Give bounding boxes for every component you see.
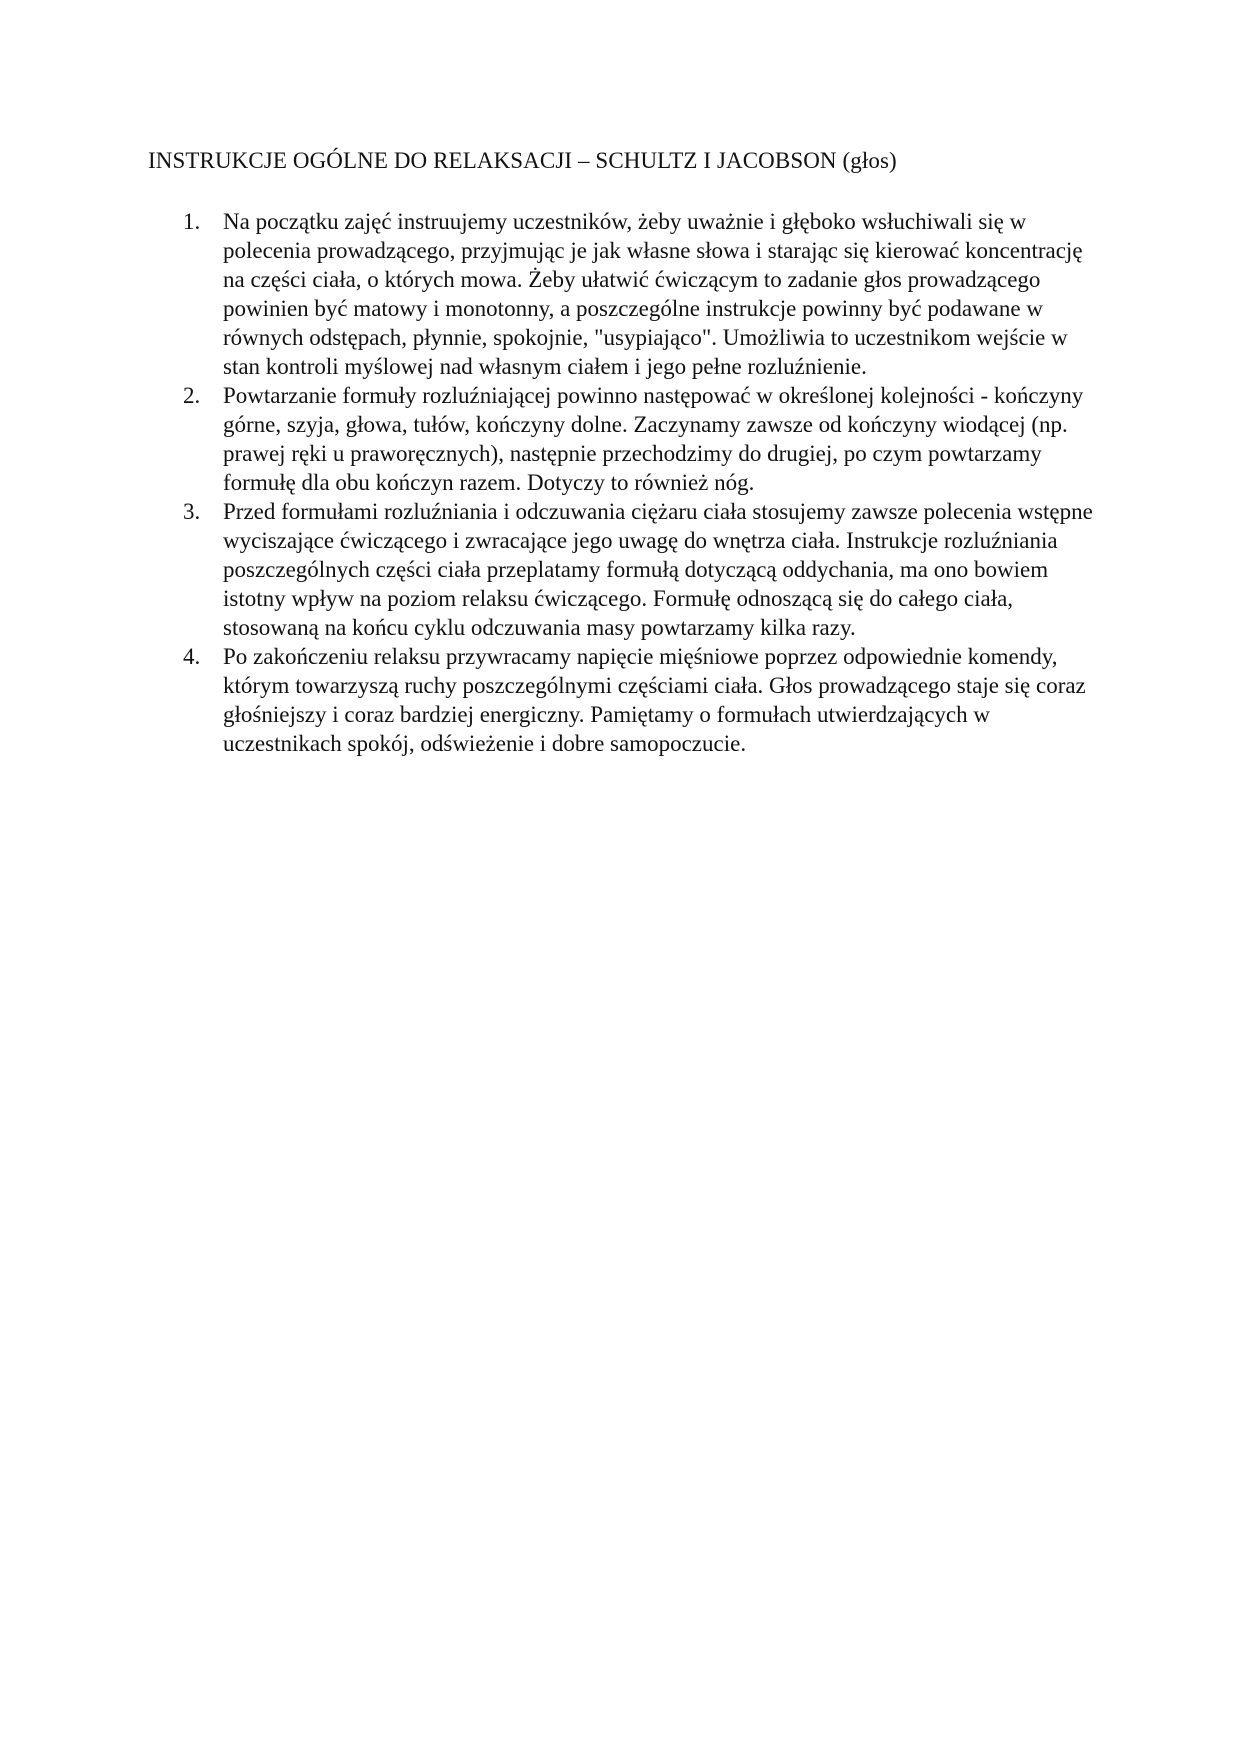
list-item <box>183 497 1093 642</box>
list-item-number: 2. <box>183 383 201 408</box>
instruction-list <box>183 207 1093 758</box>
list-item-text: Przed formułami rozluźniania i odczuwania ciężaru ciała stosujemy zawsze polecenia wstępne wyciszające ćwiczącego i zwracające jego uwagę do wnętrza ciała. Instrukcje rozluźniania poszczególnych części ciała przeplatamy formułą dotyczącą oddychania, ma ono bowiem istotny wpływ na poziom relaksu ćwiczącego. Formułę odnoszącą się do całego ciała, stosowaną na końcu cyklu odczuwania masy powtarzamy kilka razy. <box>223 499 1093 640</box>
list-item-number: 4. <box>183 644 201 669</box>
list-item-text: Na początku zajęć instruujemy uczestników, żeby uważnie i głęboko wsłuchiwali się w polecenia prowadzącego, przyjmując je jak własne słowa i starając się kierować koncentrację na części ciała, o których mowa. Żeby ułatwić ćwiczącym to zadanie głos prowadzącego powinien być matowy i monotonny, a poszczególne instrukcje powinny być podawane w równych odstępach, płynnie, spokojnie, "usypiająco". Umożliwia to uczestnikom wejście w stan kontroli myślowej nad własnym ciałem i jego pełne rozluźnienie. <box>223 209 1083 379</box>
list-item-text: Powtarzanie formuły rozluźniającej powinno następować w określonej kolejności - kończyny górne, szyja, głowa, tułów, kończyny dolne. Zaczynamy zawsze od kończyny wiodącej (np. prawej ręki u praworęcznych), następnie przechodzimy do drugiej, po czym powtarzamy formułę dla obu kończyn razem. Dotyczy to również nóg. <box>223 383 1084 495</box>
document-title: INSTRUKCJE OGÓLNE DO RELAKSACJI – SCHULTZ I JACOBSON (głos) <box>148 148 897 173</box>
list-item <box>183 207 1093 381</box>
list-item-number: 1. <box>183 209 201 234</box>
list-item-number: 3. <box>183 499 201 524</box>
list-item <box>183 642 1093 758</box>
list-item <box>183 381 1093 497</box>
list-item-text: Po zakończeniu relaksu przywracamy napięcie mięśniowe poprzez odpowiednie komendy, którym towarzyszą ruchy poszczególnymi częściami ciała. Głos prowadzącego staje się coraz głośniejszy i coraz bardziej energiczny. Pamiętamy o formułach utwierdzających w uczestnikach spokój, odświeżenie i dobre samopoczucie. <box>223 644 1086 756</box>
